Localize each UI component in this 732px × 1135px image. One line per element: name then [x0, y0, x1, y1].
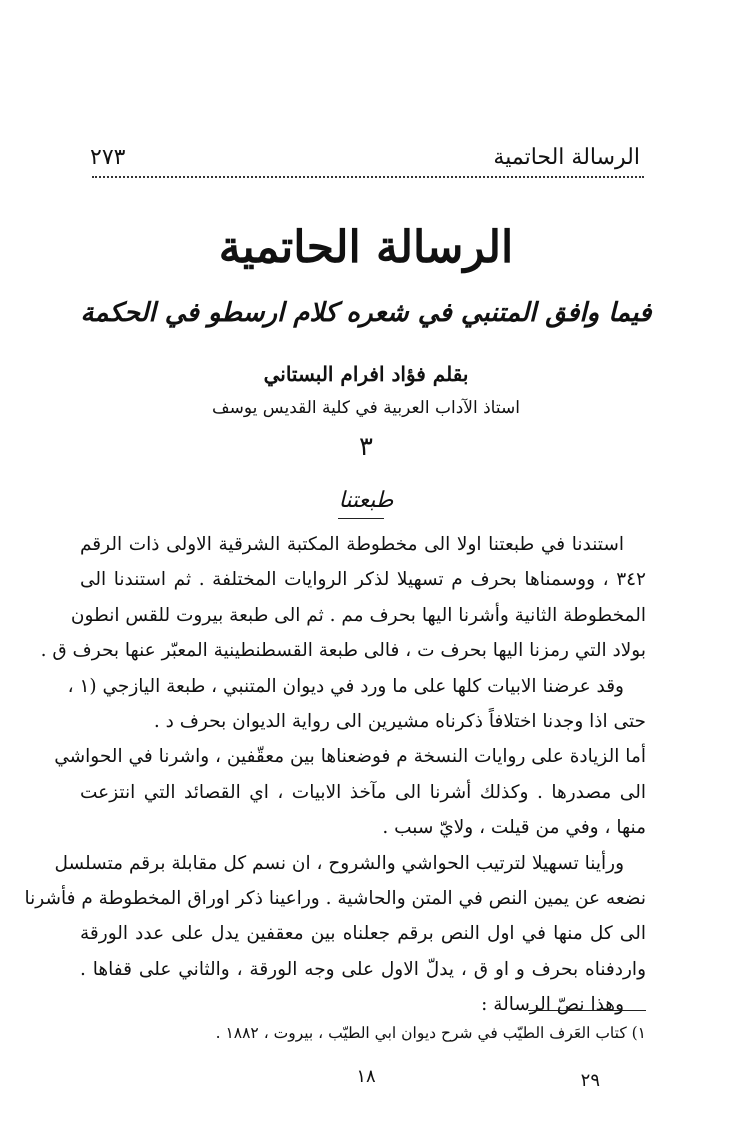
signature-mark-right: ٢٩: [580, 1070, 600, 1091]
author-byline: بقلم فؤاد افرام البستاني: [263, 362, 469, 386]
body-text: [24, 527, 646, 1022]
page-number: ٢٧٣: [90, 144, 126, 170]
section-heading: طبعتنا: [338, 488, 394, 513]
footnote-divider: [528, 1010, 646, 1011]
body-line: منها ، وفي من قيلت ، ولايّ سبب .: [382, 817, 646, 839]
running-head: [90, 140, 640, 174]
body-line: وهذا نصّ الرسالة :: [481, 994, 624, 1016]
body-line: الى مصدرها . وكذلك أشرنا الى مآخذ الابيات ، اي القصائد التي انتزعت: [80, 781, 646, 803]
body-line: وقد عرضنا الابيات كلها على ما ورد في ديوان المتنبي ، طبعة اليازجي (١ ،: [67, 675, 624, 697]
body-line: الى كل منها في اول النص برقم جعلناه بين معقفين يدل على عدد الورقة: [80, 923, 646, 945]
body-line: حتى اذا وجدنا اختلافاً ذكرناه مشيرين الى رواية الديوان بحرف د .: [153, 710, 646, 732]
body-line: بولاد التي رمزنا اليها بحرف ت ، فالى طبعة القسطنطينية المعبّر عنها بحرف ق .: [40, 640, 646, 662]
body-line: المخطوطة الثانية وأشرنا اليها بحرف مم . ثم الى طبعة بيروت للقس انطون: [70, 604, 646, 626]
body-line: واردفناه بحرف و او ق ، يدلّ الاول على وجه الورقة ، والثاني على قفاها .: [80, 958, 646, 980]
body-line: استندنا في طبعتنا اولا الى مخطوطة المكتبة الشرقية الاولى ذات الرقم: [80, 534, 624, 555]
section-heading-underline: [338, 518, 384, 519]
part-number: ٣: [359, 432, 373, 462]
article-title: الرسالة الحاتمية: [218, 222, 514, 273]
article-subtitle: فيما وافق المتنبي في شعره كلام ارسطو في الحكمة: [80, 298, 652, 328]
body-line: نضعه عن يمين النص في المتن والحاشية . وراعينا ذكر اوراق المخطوطة م فأشرنا: [24, 887, 646, 909]
body-line: ٣٤٢ ، ووسمناها بحرف م تسهيلا لذكر الروايات المختلفة . ثم استندنا الى: [80, 569, 646, 591]
author-affiliation: استاذ الآداب العربية في كلية القديس يوسف: [212, 398, 520, 418]
header-divider: [92, 176, 644, 178]
footnote: ١) كتاب العَرف الطيّب في شرح ديوان ابي الطيّب ، بيروت ، ١٨٨٢ .: [215, 1024, 646, 1042]
body-line: أما الزيادة على روايات النسخة م فوضعناها بين معقّفين ، واشرنا في الحواشي: [54, 746, 646, 768]
signature-mark-center: ١٨: [356, 1066, 376, 1087]
body-line: ورأينا تسهيلا لترتيب الحواشي والشروح ، ان نسم كل مقابلة برقم متسلسل: [54, 852, 624, 874]
running-head-title: الرسالة الحاتمية: [493, 144, 640, 170]
